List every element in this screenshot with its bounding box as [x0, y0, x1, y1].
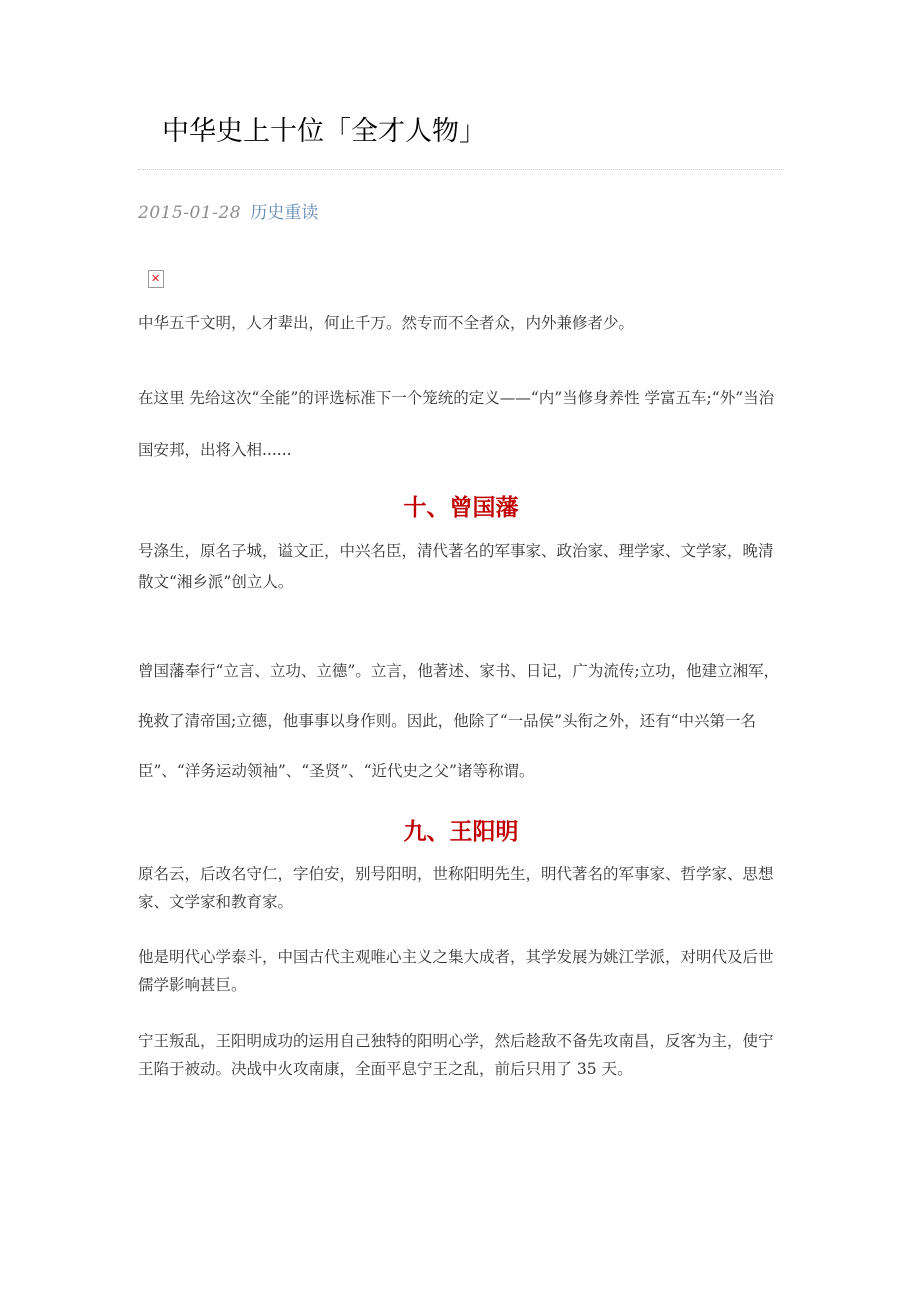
section-paragraph: 原名云，后改名守仁，字伯安，别号阳明，世称阳明先生，明代著名的军事家、哲学家、思想家、文学家和教育家。 — [138, 865, 774, 911]
broken-image-glyph: ✕ — [151, 272, 161, 285]
section-heading-zeng-guofan: 十、曾国藩 — [403, 495, 519, 521]
intro-paragraph-2: 在这里 先给这次“全能”的评选标准下一个笼统的定义——“内”当修身养性 学富五车;“外”当治国安邦，出将入相...... — [138, 389, 775, 459]
section-paragraph: 曾国藩奉行“立言、立功、立德”。立言，他著述、家书、日记，广为流传;立功，他建立湘军，挽救了清帝国;立德，他事事以身作则。因此，他除了“一品侯”头衔之外，还有“中兴第一名臣”、“洋务运动领袖”、“圣贤”、“近代史之父”诸等称谓。 — [138, 662, 780, 780]
source-link[interactable]: 历史重读 — [250, 203, 319, 223]
intro-paragraph-1: 中华五千文明，人才辈出，何止千万。然专而不全者众，内外兼修者少。 — [138, 314, 635, 332]
section-paragraph: 宁王叛乱，王阳明成功的运用自己独特的阳明心学，然后趁敌不备先攻南昌，反客为主，使宁王陷于被动。决战中火攻南康，全面平息宁王之乱，前后只用了 35 天。 — [138, 1032, 774, 1078]
title-divider — [138, 169, 784, 170]
article-meta — [138, 200, 318, 226]
article-title: 中华史上十位「全才人物」 — [162, 116, 486, 147]
broken-image-icon — [148, 270, 164, 288]
publish-date: 2015-01-28 — [138, 203, 242, 223]
section-paragraph: 他是明代心学泰斗，中国古代主观唯心主义之集大成者，其学发展为姚江学派，对明代及后世儒学影响甚巨。 — [138, 948, 774, 994]
section-paragraph: 号涤生，原名子城，谥文正，中兴名臣，清代著名的军事家、政治家、理学家、文学家，晚清散文“湘乡派”创立人。 — [138, 542, 774, 591]
section-heading-wang-yangming: 九、王阳明 — [403, 819, 519, 845]
